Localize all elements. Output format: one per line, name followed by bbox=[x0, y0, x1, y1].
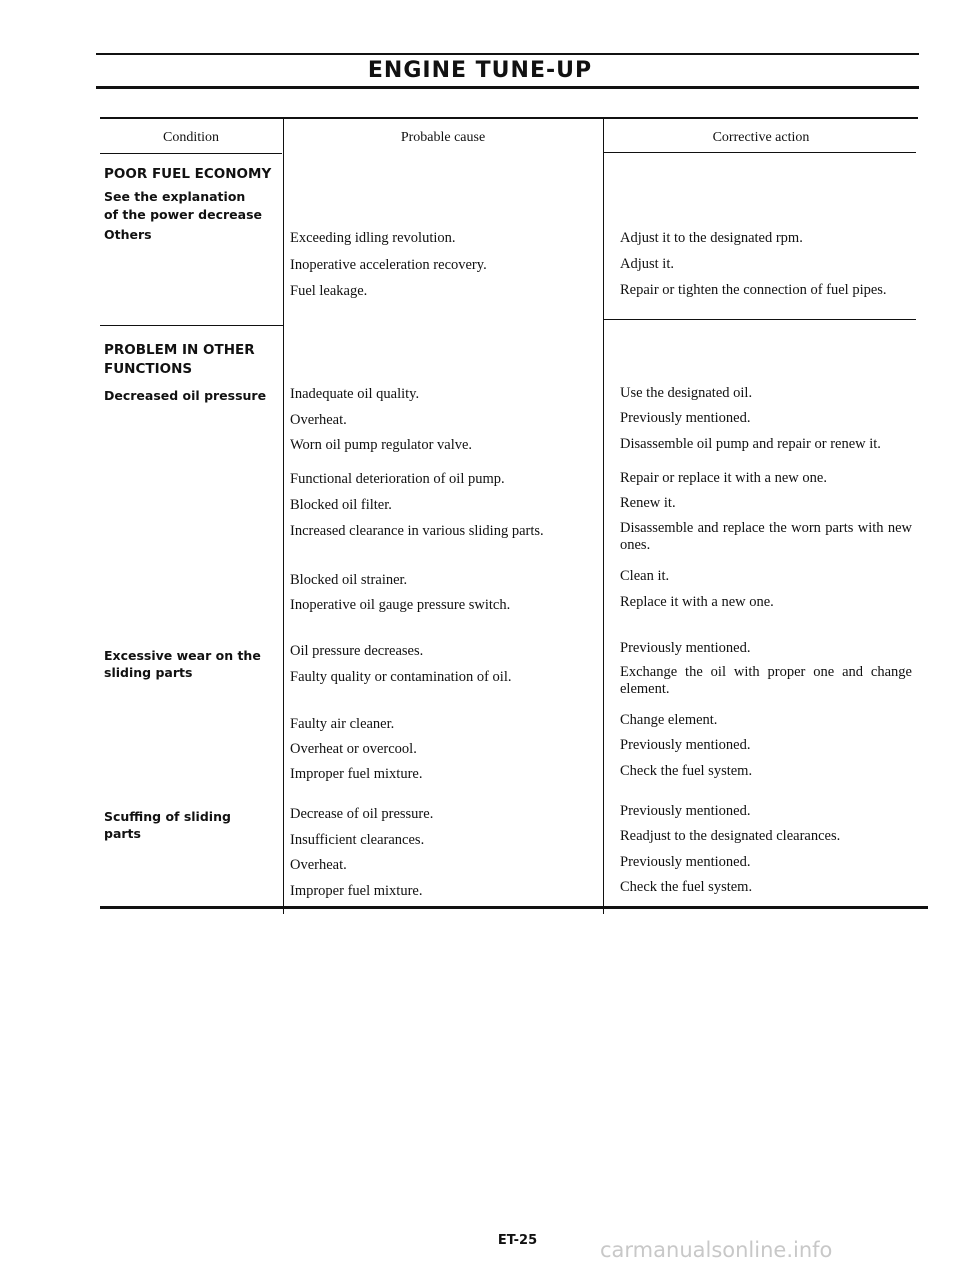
condition-excessive-wear-line2: sliding parts bbox=[104, 665, 193, 680]
condition-others: Others bbox=[104, 227, 152, 242]
page-number: ET-25 bbox=[497, 1233, 538, 1248]
header-probable-cause: Probable cause bbox=[400, 130, 486, 145]
action-item: Previously mentioned. bbox=[620, 410, 751, 426]
action-item: Exchange the oil with proper one and change element. bbox=[620, 664, 912, 697]
condition-scuffing-line2: parts bbox=[104, 826, 141, 841]
action-item: Adjust it. bbox=[620, 256, 674, 272]
condition-power-decrease: of the power decrease bbox=[104, 207, 262, 222]
cause-item: Improper fuel mixture. bbox=[290, 766, 423, 782]
action-item: Previously mentioned. bbox=[620, 640, 751, 656]
action-item: Check the fuel system. bbox=[620, 879, 753, 895]
header-condition: Condition bbox=[162, 130, 219, 145]
cause-item: Improper fuel mixture. bbox=[290, 883, 423, 899]
title-bottom-rule bbox=[96, 86, 919, 89]
cause-item: Functional deterioration of oil pump. bbox=[290, 471, 505, 487]
cause-item: Increased clearance in various sliding parts. bbox=[290, 523, 544, 539]
cause-item: Inoperative acceleration recovery. bbox=[290, 257, 487, 273]
cause-item: Decrease of oil pressure. bbox=[290, 806, 434, 822]
action-item: Repair or replace it with a new one. bbox=[620, 470, 827, 486]
condition-poor-fuel-economy: POOR FUEL ECONOMY bbox=[104, 166, 272, 182]
condition-decreased-oil-pressure: Decreased oil pressure bbox=[104, 388, 267, 403]
action-item: Adjust it to the designated rpm. bbox=[620, 230, 803, 246]
section-divider bbox=[100, 325, 283, 326]
action-item: Previously mentioned. bbox=[620, 803, 751, 819]
cause-item: Overheat. bbox=[290, 857, 347, 873]
page-title: ENGINE TUNE-UP bbox=[367, 58, 593, 83]
watermark: carmanualsonline.info bbox=[600, 1238, 833, 1262]
action-item: Clean it. bbox=[620, 568, 670, 584]
cause-item: Faulty quality or contamination of oil. bbox=[290, 669, 512, 685]
action-item: Disassemble oil pump and repair or renew it. bbox=[620, 436, 881, 452]
cause-item: Insufficient clearances. bbox=[290, 832, 425, 848]
action-item: Use the designated oil. bbox=[620, 385, 753, 401]
title-top-rule bbox=[96, 53, 919, 55]
cause-item: Overheat. bbox=[290, 412, 347, 428]
action-item: Disassemble and replace the worn parts with new ones. bbox=[620, 520, 912, 553]
action-item: Previously mentioned. bbox=[620, 854, 751, 870]
table-bottom-rule bbox=[100, 906, 928, 909]
cause-item: Faulty air cleaner. bbox=[290, 716, 395, 732]
action-item: Change element. bbox=[620, 712, 718, 728]
cause-item: Overheat or overcool. bbox=[290, 741, 417, 757]
condition-functions: FUNCTIONS bbox=[104, 361, 193, 377]
action-item: Previously mentioned. bbox=[620, 737, 751, 753]
column-divider-right bbox=[603, 117, 604, 914]
condition-see-explanation: See the explanation bbox=[104, 189, 246, 204]
cause-item: Blocked oil filter. bbox=[290, 497, 392, 513]
cause-item: Exceeding idling revolution. bbox=[290, 230, 456, 246]
action-item: Renew it. bbox=[620, 495, 676, 511]
action-item: Check the fuel system. bbox=[620, 763, 753, 779]
cause-item: Inoperative oil gauge pressure switch. bbox=[290, 597, 511, 613]
column-divider-left bbox=[283, 117, 284, 914]
table-top-rule bbox=[100, 117, 918, 119]
cause-item: Oil pressure decreases. bbox=[290, 643, 424, 659]
action-item: Readjust to the designated clearances. bbox=[620, 828, 841, 844]
condition-problem-in-other: PROBLEM IN OTHER bbox=[104, 342, 255, 358]
header-underline-condition bbox=[100, 153, 282, 154]
header-underline-action bbox=[604, 152, 916, 153]
cause-item: Inadequate oil quality. bbox=[290, 386, 420, 402]
header-corrective-action: Corrective action bbox=[712, 130, 810, 145]
action-item: Repair or tighten the connection of fuel pipes. bbox=[620, 282, 887, 298]
cause-item: Worn oil pump regulator valve. bbox=[290, 437, 473, 453]
action-item: Replace it with a new one. bbox=[620, 594, 774, 610]
cause-item: Blocked oil strainer. bbox=[290, 572, 408, 588]
section-divider-action bbox=[604, 319, 916, 320]
condition-excessive-wear: Excessive wear on the bbox=[104, 648, 261, 663]
cause-item: Fuel leakage. bbox=[290, 283, 368, 299]
condition-scuffing: Scuffing of sliding bbox=[104, 809, 231, 824]
